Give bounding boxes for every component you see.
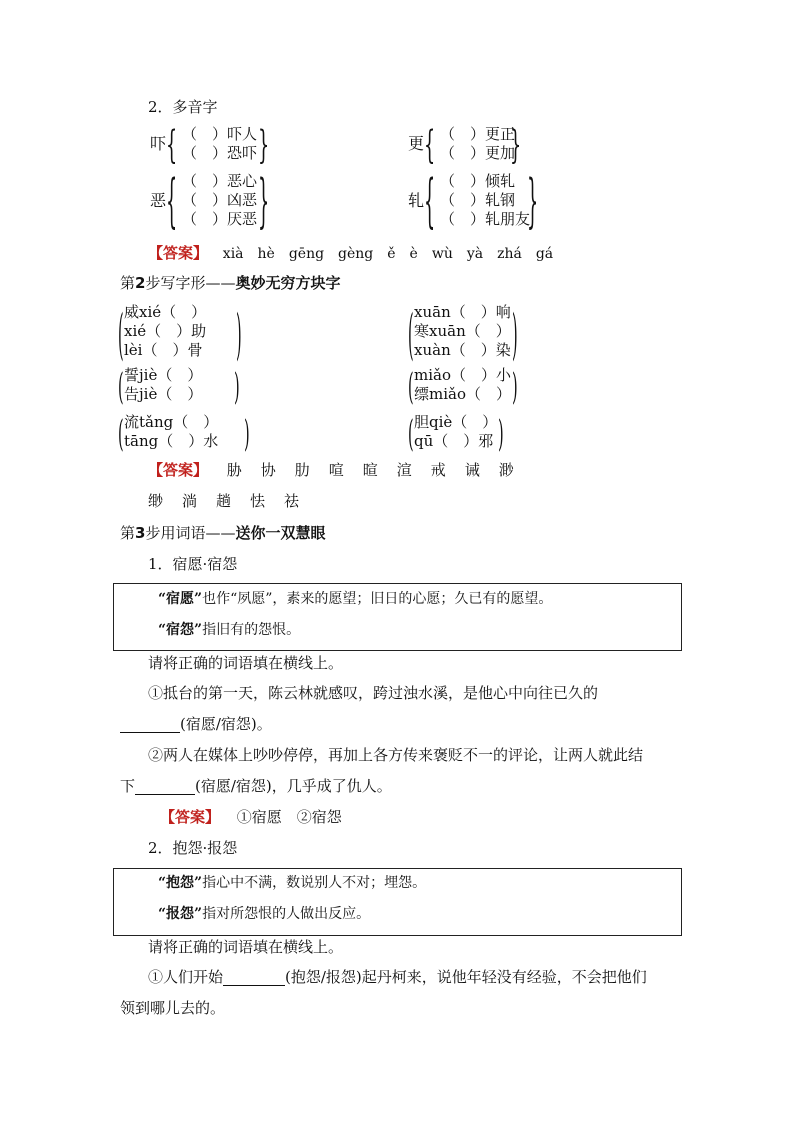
left-brace: { xyxy=(424,121,436,167)
question-text: 下 xyxy=(120,777,136,795)
right-brace: } xyxy=(258,121,270,167)
step-prefix: 第 xyxy=(120,524,136,542)
answer-text: xià hè gēng gèng ě è wù yà zhá gá xyxy=(222,246,554,262)
step-main: 步用词语—— xyxy=(145,524,236,542)
question-line xyxy=(120,779,392,795)
answer-line xyxy=(148,246,553,261)
definition-line xyxy=(158,623,300,637)
glyph-line: 誓jiè（ ） xyxy=(124,366,203,384)
poly-char: 轧 xyxy=(408,191,425,210)
answer-text: ①宿愿 ②宿怨 xyxy=(236,808,342,826)
left-brace: ( xyxy=(408,301,414,367)
poly-word: （ ）恶心 xyxy=(182,172,258,190)
left-brace: { xyxy=(166,166,178,235)
glyph-line: xié（ ）助 xyxy=(124,322,207,340)
glyph-line: qū（ ）邪 xyxy=(414,432,494,450)
item-title: 1．宿愿·宿怨 xyxy=(148,555,238,573)
poly-word: （ ）恐吓 xyxy=(182,144,258,162)
poly-word: （ ）倾轧 xyxy=(440,172,516,190)
question-text: (宿愿/宿怨)，几乎成了仇人。 xyxy=(195,777,392,795)
question-text: ①抵台的第一天，陈云林就感叹，跨过浊水溪，是他心中向往已久的 xyxy=(148,684,599,702)
glyph-line: lèi（ ）骨 xyxy=(124,341,203,359)
answer-text: 胁 协 肋 喧 暄 渲 戒 诫 渺 xyxy=(226,461,516,479)
section-title: 2．多音字 xyxy=(148,98,218,116)
answer-blank[interactable] xyxy=(120,717,180,733)
right-brace: ) xyxy=(512,364,518,409)
left-brace: ( xyxy=(118,411,124,456)
poly-char: 更 xyxy=(408,134,425,153)
right-brace: ) xyxy=(498,411,504,456)
definition-term: “报怨” xyxy=(158,906,203,922)
left-brace: { xyxy=(166,121,178,167)
left-brace: ( xyxy=(118,364,124,409)
glyph-line: 寒xuān（ ） xyxy=(414,322,511,340)
poly-word: （ ）厌恶 xyxy=(182,210,258,228)
question-text: 领到哪儿去的。 xyxy=(120,999,226,1017)
glyph-line: tāng（ ）水 xyxy=(124,432,219,450)
item-title: 2．抱怨·报怨 xyxy=(148,839,238,857)
right-brace: ) xyxy=(234,364,240,409)
right-brace: } xyxy=(258,166,270,235)
definition-term: “宿怨” xyxy=(158,622,203,638)
step-main: 步写字形—— xyxy=(145,274,236,292)
glyph-line: miǎo（ ）小 xyxy=(414,366,511,384)
question-line xyxy=(148,970,647,986)
poly-word: （ ）吓人 xyxy=(182,125,258,143)
poly-word: （ ）更正 xyxy=(440,125,516,143)
question-text: ①人们开始 xyxy=(148,968,224,986)
question-text: ②两人在媒体上吵吵停停，再加上各方传来褒贬不一的评论，让两人就此结 xyxy=(148,746,644,764)
definition-text: 指对所怨恨的人做出反应。 xyxy=(202,906,371,922)
glyph-line: xuàn（ ）染 xyxy=(414,341,511,359)
poly-char: 吓 xyxy=(150,134,167,153)
definition-term: “宿愿” xyxy=(158,591,203,607)
instruction: 请将正确的词语填在横线上。 xyxy=(148,654,344,672)
question-text: (宿愿/宿怨)。 xyxy=(180,715,272,733)
step-heading xyxy=(120,276,340,291)
step-number: 3 xyxy=(135,524,146,542)
answer-label: 【答案】 xyxy=(148,244,209,262)
answer-blank[interactable] xyxy=(135,779,195,795)
instruction: 请将正确的词语填在横线上。 xyxy=(148,938,344,956)
poly-word: （ ）更加 xyxy=(440,144,516,162)
step-number: 2 xyxy=(135,274,146,292)
left-brace: ( xyxy=(408,411,414,456)
step-heading xyxy=(120,526,325,541)
poly-char: 恶 xyxy=(150,191,167,210)
definition-line xyxy=(158,592,552,606)
definition-term: “抱怨” xyxy=(158,875,203,891)
glyph-line: 胆qiè（ ） xyxy=(414,413,498,431)
definition-line xyxy=(158,907,370,921)
answer-line xyxy=(148,463,516,478)
left-brace: ( xyxy=(408,364,414,409)
right-brace: ) xyxy=(512,301,518,367)
definition-line xyxy=(158,876,426,890)
glyph-line: xuān（ ）响 xyxy=(414,303,511,321)
answer-label: 【答案】 xyxy=(148,461,209,479)
glyph-line: 告jiè（ ） xyxy=(124,385,203,403)
question-text: (抱怨/报怨)起丹柯来，说他年轻没有经验，不会把他们 xyxy=(285,968,647,986)
definition-text: 也作“夙愿”，素来的愿望；旧日的心愿；久已有的愿望。 xyxy=(202,591,553,607)
glyph-line: 威xié（ ） xyxy=(124,303,207,321)
left-brace: { xyxy=(424,166,436,235)
right-brace: ) xyxy=(244,411,250,456)
step-tail: 送你一双慧眼 xyxy=(235,524,326,542)
definition-text: 指心中不满，数说别人不对；埋怨。 xyxy=(202,875,427,891)
answer-line xyxy=(160,810,342,825)
definition-text: 指旧有的怨恨。 xyxy=(202,622,301,638)
right-brace: ) xyxy=(236,301,242,367)
step-tail: 奥妙无穷方块字 xyxy=(235,274,341,292)
question-line xyxy=(120,717,272,733)
poly-word: （ ）凶恶 xyxy=(182,191,258,209)
step-prefix: 第 xyxy=(120,274,136,292)
answer-blank[interactable] xyxy=(223,970,285,986)
poly-word: （ ）轧朋友 xyxy=(440,210,531,228)
answer-text: 缈 淌 趟 怯 祛 xyxy=(148,492,302,510)
left-brace: ( xyxy=(118,301,124,367)
glyph-line: 流tǎng（ ） xyxy=(124,413,219,431)
right-brace: } xyxy=(527,166,539,235)
glyph-line: 缥miǎo（ ） xyxy=(414,385,511,403)
answer-label: 【答案】 xyxy=(160,808,221,826)
poly-word: （ ）轧钢 xyxy=(440,191,516,209)
right-brace: } xyxy=(510,121,522,167)
